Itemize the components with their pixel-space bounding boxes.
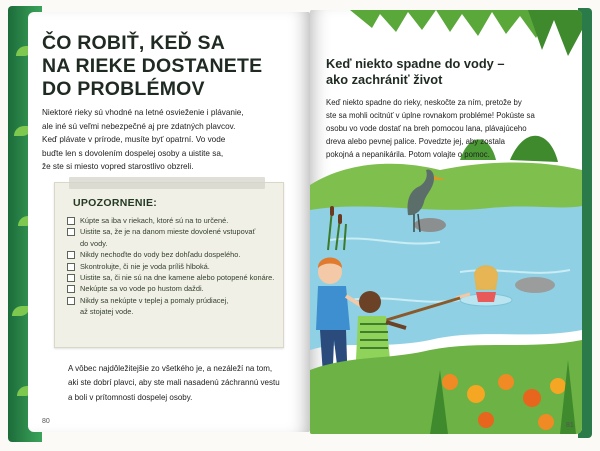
item-text: Uistite sa, že je na danom mieste dovolené vstupovať: [80, 227, 256, 237]
open-book: [8, 6, 592, 442]
text-line: dreva alebo pevnej palice. Povedzte jej, aby zostala: [326, 137, 506, 146]
girl-hair: [474, 265, 498, 290]
intro-paragraph: [42, 106, 290, 174]
note-heading: UPOZORNENIE:: [73, 197, 158, 209]
checkbox-icon: [67, 274, 75, 282]
checklist-item: [67, 295, 275, 318]
checkbox-icon: [67, 285, 75, 293]
text-line: ale iné sú veľmi nebezpečné aj pre zdatných plavcov.: [42, 121, 236, 131]
checkbox-icon: [67, 217, 75, 225]
boy-shirt: [316, 286, 350, 330]
text-line: ste sa mohli ocitnúť v úplne rovnakom probléme! Pokúste sa: [326, 111, 535, 120]
text-line: osobu vo vode dostať na breh pomocou lana, plávajúceho: [326, 124, 527, 133]
text-line: pokojná a nepanikárila. Potom volajte o pomoc.: [326, 150, 490, 159]
item-text: Nekúpte sa vo vode po hustom daždi.: [80, 284, 204, 294]
item-text: Uistite sa, či nie sú na dne kamene alebo potopené konáre.: [80, 273, 275, 283]
item-text: Nikdy nechoďte do vody bez dohľadu dospelého.: [80, 250, 241, 260]
right-title-line: Keď niekto spadne do vody –: [326, 56, 505, 71]
rock: [515, 277, 555, 293]
text-line: Keď plávate v prírode, musíte byť opatrní. Vo vode: [42, 135, 226, 145]
tape-strip: [69, 177, 265, 189]
checkbox-icon: [67, 228, 75, 236]
page-number-left: 80: [42, 418, 50, 425]
checkbox-icon: [67, 251, 75, 259]
page-number-right: 81: [566, 422, 574, 429]
checklist-item: [67, 272, 275, 283]
right-page: [310, 10, 582, 434]
girl-shirt: [476, 292, 496, 302]
text-line: buďte len s dovolením dospelej osoby a uistite sa,: [42, 148, 224, 158]
item-text-wrap: [80, 226, 255, 249]
boy-shirt: [356, 316, 390, 360]
flower: [523, 389, 541, 407]
cattail: [330, 206, 334, 216]
title-line: NA RIEKE DOSTANETE: [42, 55, 263, 77]
text-line: že ste si miesto vopred starostlivo obzreli.: [42, 162, 194, 172]
item-text: Skontrolujte, či nie je voda príliš hlboká.: [80, 261, 210, 271]
checklist-item: [67, 261, 275, 272]
text-line: a boli v prítomnosti dospelej osoby.: [68, 392, 193, 402]
checkbox-icon: [67, 263, 75, 271]
checklist: [67, 215, 275, 318]
checkbox-icon: [67, 297, 75, 305]
warning-note: [54, 182, 284, 348]
title-line: DO PROBLÉMOV: [42, 78, 205, 100]
flower: [467, 385, 485, 403]
item-text: Nikdy sa nekúpte v teplej a pomaly prúdiacej,: [80, 295, 229, 305]
item-text: do vody.: [80, 238, 108, 248]
right-page-title: [326, 56, 566, 88]
top-foliage: [528, 10, 582, 56]
flower: [550, 378, 566, 394]
item-text: Kúpte sa iba v riekach, ktoré sú na to určené.: [80, 216, 229, 225]
text-line: aki ste dobrí plavci, aby ste mali nasadenú záchrannú vestu: [68, 378, 280, 388]
checklist-item: [67, 215, 275, 226]
right-page-text: [326, 96, 576, 161]
flower: [498, 374, 514, 390]
title-line: ČO ROBIŤ, KEĎ SA: [42, 32, 226, 54]
cattail: [338, 214, 342, 224]
item-text: až stojatej vode.: [80, 307, 134, 317]
boy-head: [359, 291, 381, 313]
text-line: Niektoré rieky sú vhodné na letné osvieženie i plávanie,: [42, 108, 244, 117]
flower: [538, 414, 554, 430]
closing-paragraph: [68, 362, 298, 405]
text-line: Keď niekto spadne do rieky, neskočte za ním, pretože by: [326, 98, 522, 107]
checklist-item: [67, 283, 275, 294]
flower: [442, 374, 458, 390]
flower: [478, 412, 494, 428]
checklist-item: [67, 249, 275, 260]
page-title: [42, 32, 282, 101]
checklist-item: [67, 226, 275, 249]
text-line: A vôbec najdôležitejšie zo všetkého je, a nezáleží na tom,: [68, 364, 273, 373]
right-title-line: ako zachrániť život: [326, 72, 443, 87]
item-text-wrap: [80, 295, 228, 318]
